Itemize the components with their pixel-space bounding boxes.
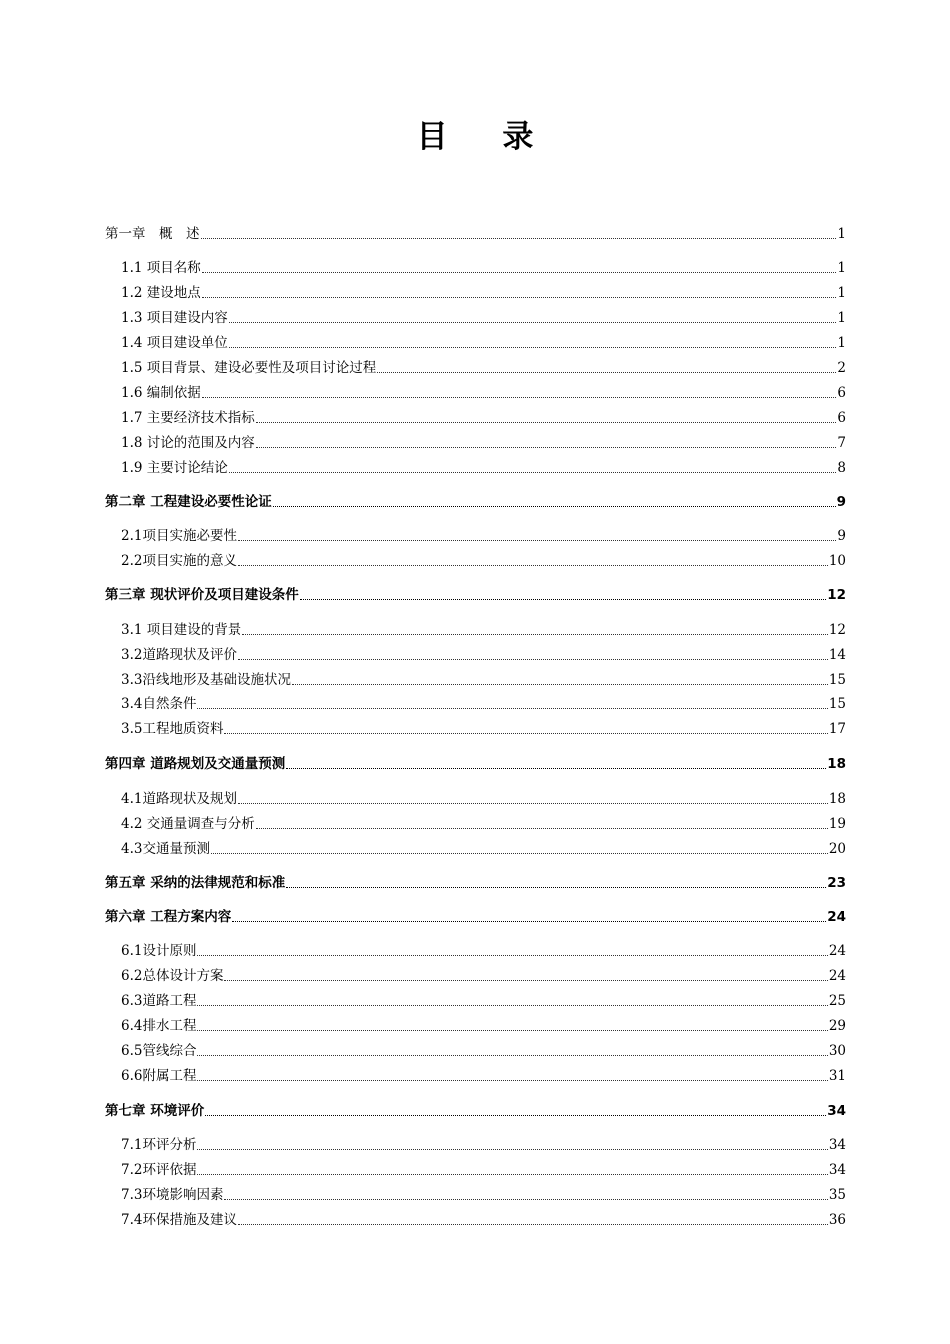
toc-entry-label: 6.2总体设计方案 — [121, 968, 224, 984]
toc-section-entry[interactable] — [121, 991, 846, 1011]
toc-section-entry[interactable] — [121, 719, 846, 739]
toc-chapter-entry[interactable] — [105, 907, 846, 927]
toc-section-entry[interactable] — [121, 1210, 846, 1230]
toc-page-number: 15 — [828, 672, 846, 688]
dot-leader — [242, 633, 828, 635]
toc-page-number: 34 — [828, 1137, 846, 1153]
toc-section-entry[interactable] — [121, 1066, 846, 1086]
toc-entry-label: 第三章 现状评价及项目建设条件 — [105, 587, 299, 603]
toc-page-number: 18 — [828, 791, 846, 807]
toc-page-number: 19 — [828, 816, 846, 832]
toc-section-entry[interactable] — [121, 645, 846, 665]
toc-section-entry[interactable] — [121, 458, 846, 478]
toc-section-entry[interactable] — [121, 966, 846, 986]
dot-leader — [273, 505, 836, 507]
toc-page-number: 23 — [827, 875, 846, 891]
dot-leader — [238, 564, 828, 566]
toc-entry-label: 第二章 工程建设必要性论证 — [105, 494, 272, 510]
toc-entry-label: 6.6附属工程 — [121, 1068, 197, 1084]
dot-leader — [256, 421, 837, 423]
toc-section-entry[interactable] — [121, 358, 846, 378]
dot-leader — [377, 371, 836, 373]
dot-leader — [197, 1148, 827, 1150]
toc-section-entry[interactable] — [121, 620, 846, 640]
toc-entry-label: 第七章 环境评价 — [105, 1103, 205, 1119]
toc-page-number: 1 — [837, 226, 846, 242]
dot-leader — [238, 802, 828, 804]
toc-entry-label: 6.4排水工程 — [121, 1018, 197, 1034]
dot-leader — [224, 732, 827, 734]
toc-entry-label: 第四章 道路规划及交通量预测 — [105, 756, 286, 772]
toc-entry-label: 第一章 概 述 — [105, 226, 200, 242]
dot-leader — [224, 979, 827, 981]
toc-page-number: 1 — [837, 285, 846, 301]
toc-section-entry[interactable] — [121, 308, 846, 328]
dot-leader — [202, 271, 837, 273]
dot-leader — [197, 1029, 827, 1031]
dot-leader — [232, 920, 826, 922]
toc-entry-label: 1.4 项目建设单位 — [121, 335, 228, 351]
toc-section-entry[interactable] — [121, 333, 846, 353]
toc-section-entry[interactable] — [121, 526, 846, 546]
toc-entry-label: 2.2项目实施的意义 — [121, 553, 237, 569]
toc-page-number: 2 — [837, 360, 846, 376]
toc-entry-label: 3.5工程地质资料 — [121, 721, 224, 737]
dot-leader — [238, 1223, 828, 1225]
toc-section-entry[interactable] — [121, 814, 846, 834]
toc-page-number: 18 — [827, 756, 846, 772]
toc-entry-label: 4.2 交通量调查与分析 — [121, 816, 255, 832]
toc-page-number: 6 — [837, 410, 846, 426]
toc-page-number: 9 — [837, 528, 846, 544]
dot-leader — [229, 321, 837, 323]
toc-entry-label: 7.4环保措施及建议 — [121, 1212, 237, 1228]
toc-section-entry[interactable] — [121, 1135, 846, 1155]
toc-entry-label: 第五章 采纳的法律规范和标准 — [105, 875, 286, 891]
toc-entry-label: 1.9 主要讨论结论 — [121, 460, 228, 476]
toc-page-number: 12 — [827, 587, 846, 603]
toc-page-number: 8 — [837, 460, 846, 476]
toc-entry-label: 3.1 项目建设的背景 — [121, 622, 242, 638]
toc-entry-label: 4.1道路现状及规划 — [121, 791, 237, 807]
toc-chapter-entry[interactable] — [105, 585, 846, 605]
toc-page-number: 24 — [828, 943, 846, 959]
toc-page-number: 35 — [828, 1187, 846, 1203]
toc-entry-label: 1.5 项目背景、建设必要性及项目讨论过程 — [121, 360, 377, 376]
dot-leader — [229, 346, 837, 348]
toc-section-entry[interactable] — [121, 670, 846, 690]
toc-section-entry[interactable] — [121, 283, 846, 303]
toc-entry-label: 1.8 讨论的范围及内容 — [121, 435, 255, 451]
toc-entry-label: 1.2 建设地点 — [121, 285, 201, 301]
dot-leader — [197, 707, 827, 709]
toc-section-entry[interactable] — [121, 383, 846, 403]
dot-leader — [197, 1004, 827, 1006]
dot-leader — [202, 396, 837, 398]
toc-section-entry[interactable] — [121, 1185, 846, 1205]
toc-section-entry[interactable] — [121, 1016, 846, 1036]
dot-leader — [292, 683, 828, 685]
toc-section-entry[interactable] — [121, 1041, 846, 1061]
dot-leader — [300, 598, 827, 600]
toc-page-number: 25 — [828, 993, 846, 1009]
toc-page-number: 30 — [828, 1043, 846, 1059]
toc-page-number: 34 — [828, 1162, 846, 1178]
toc-entry-label: 7.2环评依据 — [121, 1162, 197, 1178]
toc-page-number: 9 — [836, 494, 846, 510]
toc-page-number: 12 — [828, 622, 846, 638]
toc-page-number: 24 — [827, 909, 846, 925]
dot-leader — [201, 237, 837, 239]
dot-leader — [197, 1173, 827, 1175]
toc-page-number: 31 — [828, 1068, 846, 1084]
toc-section-entry[interactable] — [121, 433, 846, 453]
toc-page-number: 36 — [828, 1212, 846, 1228]
toc-entry-label: 1.6 编制依据 — [121, 385, 201, 401]
dot-leader — [256, 827, 828, 829]
toc-page-number: 7 — [837, 435, 846, 451]
toc-entry-label: 3.4自然条件 — [121, 696, 197, 712]
toc-entry-label: 1.7 主要经济技术指标 — [121, 410, 255, 426]
dot-leader — [197, 1079, 827, 1081]
toc-entry-label: 3.3沿线地形及基础设施状况 — [121, 672, 291, 688]
dot-leader — [211, 852, 828, 854]
toc-entry-label: 6.1设计原则 — [121, 943, 197, 959]
dot-leader — [286, 767, 826, 769]
toc-page-number: 29 — [828, 1018, 846, 1034]
toc-page-number: 10 — [828, 553, 846, 569]
dot-leader — [224, 1198, 827, 1200]
toc-page-number: 20 — [828, 841, 846, 857]
toc-entry-label: 1.1 项目名称 — [121, 260, 201, 276]
toc-page-number: 17 — [828, 721, 846, 737]
toc-entry-label: 4.3交通量预测 — [121, 841, 210, 857]
toc-section-entry[interactable] — [121, 789, 846, 809]
dot-leader — [238, 658, 828, 660]
dot-leader — [229, 471, 837, 473]
toc-section-entry[interactable] — [121, 694, 846, 714]
toc-entry-label: 1.3 项目建设内容 — [121, 310, 228, 326]
toc-page-number: 24 — [828, 968, 846, 984]
dot-leader — [286, 886, 826, 888]
toc-chapter-entry[interactable] — [105, 873, 846, 893]
toc-section-entry[interactable] — [121, 1160, 846, 1180]
dot-leader — [197, 1054, 827, 1056]
toc-chapter-entry[interactable] — [105, 492, 846, 512]
toc-entry-label: 3.2道路现状及评价 — [121, 647, 237, 663]
toc-chapter-entry[interactable] — [105, 1101, 846, 1121]
toc-chapter-entry[interactable] — [105, 754, 846, 774]
dot-leader — [205, 1114, 826, 1116]
toc-entry-label: 7.3环境影响因素 — [121, 1187, 224, 1203]
dot-leader — [202, 296, 837, 298]
toc-section-entry[interactable] — [121, 551, 846, 571]
toc-page-number: 15 — [828, 696, 846, 712]
page-title: 目 录 — [416, 119, 556, 155]
toc-page-number: 1 — [837, 260, 846, 276]
toc-page-number: 1 — [837, 335, 846, 351]
toc-page-number: 14 — [828, 647, 846, 663]
dot-leader — [238, 539, 836, 541]
toc-chapter-entry[interactable] — [105, 224, 846, 244]
toc-section-entry[interactable] — [121, 839, 846, 859]
toc-entry-label: 7.1环评分析 — [121, 1137, 197, 1153]
toc-page-number: 34 — [827, 1103, 846, 1119]
toc-entry-label: 6.3道路工程 — [121, 993, 197, 1009]
dot-leader — [197, 954, 827, 956]
dot-leader — [256, 446, 837, 448]
toc-entry-label: 第六章 工程方案内容 — [105, 909, 232, 925]
toc-entry-label: 2.1项目实施必要性 — [121, 528, 237, 544]
toc-entry-label: 6.5管线综合 — [121, 1043, 197, 1059]
toc-page-number: 6 — [837, 385, 846, 401]
toc-section-entry[interactable] — [121, 408, 846, 428]
toc-section-entry[interactable] — [121, 941, 846, 961]
toc-section-entry[interactable] — [121, 258, 846, 278]
toc-page-number: 1 — [837, 310, 846, 326]
